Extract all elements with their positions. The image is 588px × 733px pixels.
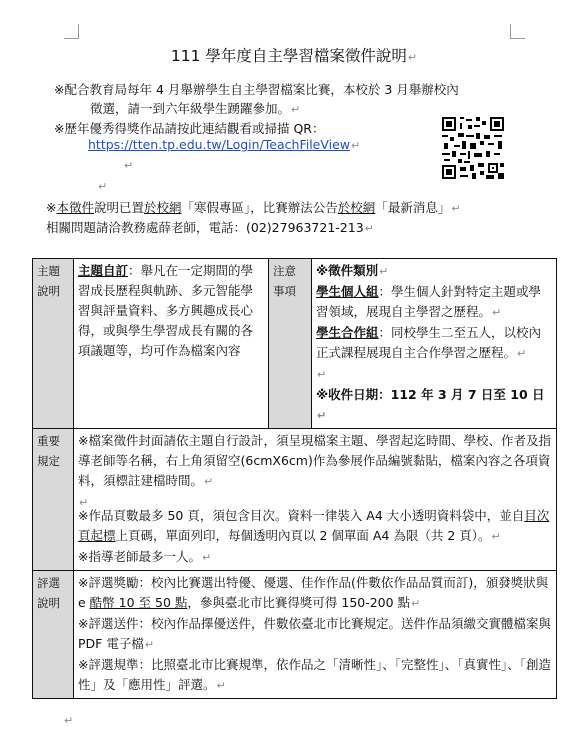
row-label-rules: 重要規定 — [33, 429, 74, 571]
row-label-review: 評選說明 — [33, 571, 74, 699]
notice-line-1: ※本徵件說明已置於校網「寒假專區」，比賽辦法公告於校網「最新消息」↵ — [46, 200, 461, 215]
return-mark-icon: ↵ — [98, 180, 108, 193]
return-mark-icon: ↵ — [291, 103, 301, 116]
qr-code-icon[interactable] — [440, 115, 506, 181]
table-row — [33, 259, 557, 429]
topic-cell: 主題自訂：舉凡在一定期間的學習成長歷程與軌跡、多元智能學習與評量資料、多方興趣成長心得，或與學生學習成長有關的各項議題等，均可作為檔案內容 — [74, 259, 269, 429]
gallery-link[interactable]: https://tten.tp.edu.tw/Login/TeachFileView↵ — [88, 137, 361, 152]
crop-mark-top-left — [64, 24, 79, 39]
document-title: 111 學年度自主學習檔案徵件說明↵ — [170, 47, 418, 65]
return-mark-icon: ↵ — [364, 222, 374, 235]
intro-paragraph-1 — [54, 80, 524, 119]
return-mark-icon: ↵ — [124, 159, 134, 172]
return-mark-icon: ↵ — [451, 202, 461, 215]
notes-cell: ※徵件類別↵ 學生個人組：學生個人針對特定主題或學習領域，展現自主學習之歷程。↵ 學生合作組：同校學生二至五人，以校內正式課程展現自主合作學習之歷程。↵ ↵ ※收件日期：112 年 3 月 7 日至 10 日↵ — [312, 259, 557, 429]
row-label-topic: 主題說明 — [33, 259, 74, 429]
table-row — [33, 429, 557, 571]
return-mark-icon: ↵ — [351, 139, 361, 152]
intro-line: ※配合教育局每年 4 月舉辦學生自主學習檔案比賽，本校於 3 月舉辦校內 — [54, 82, 459, 97]
row-label-notes: 注意事項 — [269, 259, 312, 429]
notice-line-2: 相關問題請洽教務處薛老師，電話：(02)27963721-213↵ — [46, 220, 374, 235]
intro-line: 徵選，請一到六年級學生踴躍參加。↵ — [90, 101, 301, 116]
info-table — [32, 258, 557, 699]
return-mark-icon: ↵ — [64, 714, 74, 727]
notice-paragraph — [46, 198, 461, 238]
return-mark-icon: ↵ — [407, 51, 418, 64]
crop-mark-top-right — [510, 24, 525, 39]
table-row — [33, 571, 557, 699]
review-cell: ※評選獎勵：校內比賽選出特優、優選、佳作作品(件數依作品品質而訂)，頒發獎狀與 e 酷幣 10 至 50 點，參與臺北市比賽得獎可得 150-200 點↵ ※評選送件：校內作品擇優送件，件數依臺北市比賽規定。送件作品須繳交實體檔案與 PDF 電子檔↵ ※評選規準：比照臺北市比賽規準，依作品之「清晰性」、「完整性」、「真實性」、「創造性」及「應用性」評選。↵ — [74, 571, 557, 699]
intro-paragraph-2: ※歷年優秀得獎作品請按此連結觀看或掃描 QR： — [54, 121, 325, 136]
rules-cell: ※檔案徵件封面請依主題自行設計，須呈現檔案主題、學習起迄時間、學校、作者及指導老師等名稱，右上角須留空(6cmX6cm)作為參展作品編號黏貼，檔案內容之各項資料，須標註建檔時間。↵ ↵ ※作品頁數最多 50 頁，須包含目次。資料一律裝入 A4 大小透明資料袋中，並自目次頁起標上頁碼，單面列印，每個透明內頁以 2 個單面 A4 為限（共 2 頁）。↵ ※指導老師最多一人。↵ — [74, 429, 557, 571]
